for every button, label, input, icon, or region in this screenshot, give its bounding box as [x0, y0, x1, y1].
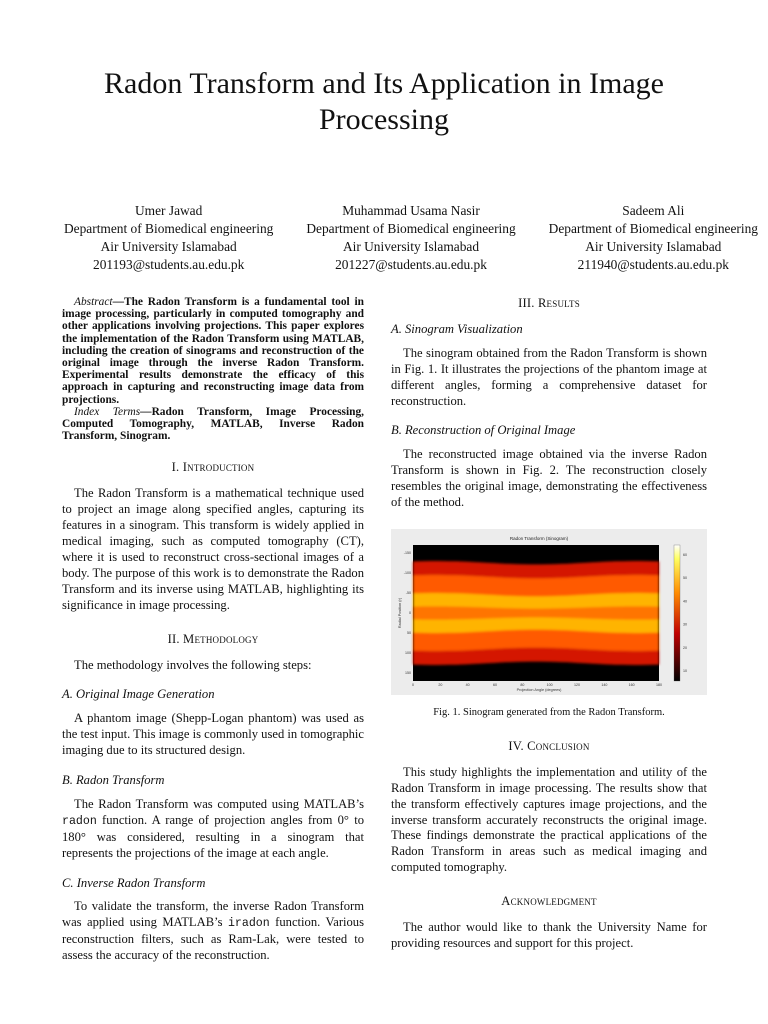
x-tick-label: 40 — [465, 682, 470, 687]
x-tick-label: 80 — [520, 682, 525, 687]
x-tick-label: 140 — [601, 682, 608, 687]
paragraph: The reconstructed image obtained via the inverse Radon Transform is shown in Fig. 2. The reconstruction closely resembles the original image, demonstrating the effectiveness of the method. — [391, 447, 707, 510]
paragraph: The Radon Transform is a mathematical technique used to project an image along specified angles, capturing its features in a sinogram. This transform is widely applied in medical imaging, such as computed tomography (CT), where it is used to reconstruct cross-sectional images of a body. The purpose of this work is to demonstrate the Radon Transform and its inverse using MATLAB, highlighting its significance in image processing. — [62, 486, 364, 612]
x-tick-label: 180 — [656, 682, 662, 687]
subsection-heading: B. Radon Transform — [62, 773, 165, 788]
sinogram-bands — [413, 561, 659, 665]
text-run: function. Various reconstruction filters, such as Ram-Lak, were tested to assess the accuracy of the reconstruction. — [62, 915, 365, 963]
author-univ: Air University Islamabad — [100, 239, 237, 254]
author-univ: Air University Islamabad — [585, 239, 722, 254]
paragraph — [62, 797, 364, 862]
x-tick-label: 160 — [628, 682, 635, 687]
author-name: Muhammad Usama Nasir — [342, 203, 480, 218]
author-email: 201227@students.au.edu.pk — [335, 257, 487, 272]
right-column — [391, 296, 707, 952]
author-name: Umer Jawad — [135, 203, 203, 218]
colorbar-tick-label: 40 — [683, 599, 687, 604]
paragraph: The author would like to thank the University Name for providing resources and support for this project. — [391, 920, 707, 950]
paragraph: The sinogram obtained from the Radon Transform is shown in Fig. 1. It illustrates the projections of the phantom image at different angles, forming a comprehensive dataset for reconstruction. — [391, 345, 707, 408]
author-dept: Department of Biomedical engineering — [306, 221, 516, 236]
figure-caption: Fig. 1. Sinogram generated from the Radon Transform. — [433, 706, 665, 718]
y-tick-label: -150 — [403, 550, 411, 555]
code-radon: radon — [62, 814, 97, 828]
x-tick-label: 100 — [546, 682, 553, 687]
figure-sinogram — [391, 529, 707, 695]
x-tick-label: 0 — [412, 682, 414, 687]
left-column — [62, 296, 364, 964]
author-univ: Air University Islamabad — [342, 239, 480, 254]
abstract — [62, 296, 364, 406]
colorbar-tick-label: 50 — [683, 576, 687, 581]
author-email: 201193@students.au.edu.pk — [93, 257, 245, 272]
paragraph: The methodology involves the following steps: — [74, 657, 312, 672]
subsection-heading: A. Sinogram Visualization — [391, 321, 523, 336]
y-tick-label: 0 — [409, 610, 411, 615]
code-iradon: iradon — [227, 917, 270, 931]
author-block — [64, 202, 758, 274]
y-tick-label: -100 — [403, 570, 411, 575]
sinogram-plot — [391, 529, 707, 695]
subsection-heading: A. Original Image Generation — [62, 687, 215, 702]
section-heading: II. Methodology — [167, 631, 259, 646]
x-tick-label: 60 — [493, 682, 497, 687]
text-run: To validate the transform, the inverse Radon Transform was applied using MATLAB’s — [62, 899, 364, 930]
author-3 — [549, 202, 758, 274]
x-axis-label: Projection Angle (degrees) — [516, 687, 562, 692]
colorbar — [674, 545, 680, 681]
section-heading: III. Results — [518, 296, 580, 310]
y-tick-label: -50 — [405, 590, 411, 595]
y-axis-label: Radial Position (r) — [398, 597, 402, 629]
index-terms-text: —Radon Transform, Image Processing, Computed Tomography, MATLAB, Inverse Radon Transform, Sinogram. — [62, 405, 364, 443]
plot-title: Radon Transform (Sinogram) — [509, 535, 569, 541]
x-tick-label: 20 — [438, 682, 443, 687]
index-terms — [62, 406, 364, 443]
author-name: Sadeem Ali — [622, 203, 685, 218]
author-dept: Department of Biomedical engineering — [548, 221, 758, 236]
section-heading: Acknowledgment — [501, 894, 597, 909]
x-tick-label: 120 — [574, 682, 580, 687]
colorbar-tick-label: 20 — [683, 645, 687, 650]
paper-title: Radon Transform and Its Application in Image Processing — [104, 67, 664, 136]
index-terms-label: Index Terms — [74, 405, 141, 418]
text-run: function. A range of projection angles from 0° to 180° was considered, resulting in a sinogram that represents the projections of the image at each angle. — [62, 812, 364, 860]
colorbar-tick-label: 60 — [683, 552, 687, 557]
subsection-heading: B. Reconstruction of Original Image — [391, 423, 576, 438]
text-run: The Radon Transform was computed using MATLAB’s — [74, 796, 364, 811]
paragraph — [62, 899, 364, 964]
y-tick-label: 150 — [405, 670, 411, 675]
y-tick-label: 100 — [405, 650, 411, 655]
y-tick-label: 50 — [407, 630, 411, 635]
colorbar-tick-label: 10 — [683, 668, 687, 673]
abstract-label: Abstract — [74, 296, 113, 308]
author-2 — [306, 202, 515, 274]
section-heading: I. Introduction — [171, 460, 255, 475]
author-1 — [64, 202, 273, 274]
author-dept: Department of Biomedical engineering — [64, 221, 274, 236]
subsection-heading: C. Inverse Radon Transform — [62, 875, 206, 890]
section-heading: IV. Conclusion — [508, 738, 590, 753]
paragraph: A phantom image (Shepp-Logan phantom) was used as the test input. This image is commonly used in tomographic imaging due to its structured design. — [62, 711, 364, 758]
paragraph: This study highlights the implementation and utility of the Radon Transform in image processing. The results show that the transform effectively captures image projections, and the inverse transform accurately reconstructs the original image. These findings demonstrate the practical applications of the Radon Transform in areas such as medical imaging and computed tomography. — [391, 764, 707, 875]
colorbar-tick-label: 30 — [683, 622, 687, 627]
author-email: 211940@students.au.edu.pk — [577, 257, 729, 272]
abstract-text: —The Radon Transform is a fundamental tool in image processing, particularly in computed tomography and other applications involving projections. This paper explores the implementation of the Radon Transform using MATLAB, including the creation of sinograms and reconstruction of the original image through the inverse Radon Transform. Experimental results demonstrate the efficacy of this approach in capturing and reconstructing image data from projections. — [62, 296, 364, 406]
